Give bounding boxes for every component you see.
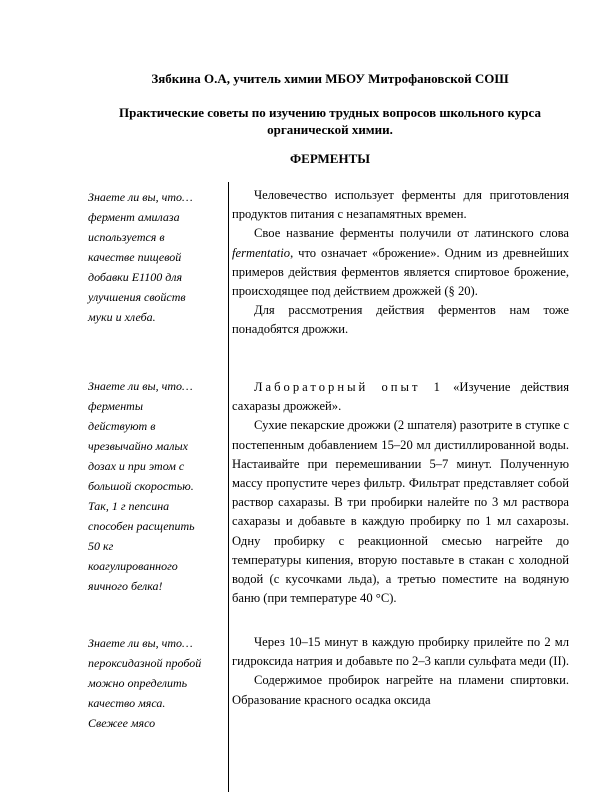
sidebar-line: способен расщепить — [88, 519, 195, 533]
sidebar-line: Так, 1 г пепсина — [88, 499, 170, 513]
sidebar-line: можно определить — [88, 676, 188, 690]
paragraph-2 — [232, 224, 569, 301]
sidebar-line: фермент амилаза — [88, 210, 180, 224]
article-title — [60, 104, 600, 138]
sidebar-fact-1 — [88, 187, 218, 327]
sidebar-line: ферменты — [88, 399, 143, 413]
sidebar-fact-2 — [88, 376, 218, 596]
sidebar-line: качестве пищевой — [88, 250, 182, 264]
sidebar-line: пероксидазной пробой — [88, 656, 202, 670]
sidebar-fact-3 — [88, 633, 218, 733]
continuation-text — [232, 633, 569, 710]
section-heading: ФЕРМЕНТЫ — [289, 151, 371, 166]
column-divider — [228, 182, 229, 792]
sidebar-line: муки и хлеба. — [88, 310, 156, 324]
sidebar-line: большой скоростью. — [88, 479, 194, 493]
paragraph-3: Для рассмотрения действия ферментов нам тоже понадобятся дрожжи. — [232, 303, 569, 337]
paragraph-4: Сухие пекарские дрожжи (2 шпателя) разотрите в ступке с постепенным добавлением 15–20 мл дистиллированной воды. Настаивайте при перемешивании 5–7 минут. Полученную массу пропустите через фильтр. Фильтрат представляет собой раствор сахаразы. В три пробирки налейте по 3 мл раствора сахаразы и добавьте в каждую пробирку по 1 мл сахарозы. Одну пробирку с реакционной смесью нагрейте до температуры кипения, вторую поставьте в стакан с холодной водой (с кусочками льда), а третью поместите на водяную баню (при температуре 40 °С). — [232, 418, 569, 606]
lab-title: «Изучение действия сахаразы дрожжей». — [232, 380, 569, 414]
sidebar-line: Знаете ли вы, что… — [88, 190, 193, 204]
sidebar-line: добавки Е1100 для — [88, 270, 183, 284]
paragraph-5: Через 10–15 минут в каждую пробирку прилейте по 2 мл гидроксида натрия и добавьте по 2–3 капли сульфата меди (II). — [232, 635, 569, 669]
sidebar-line: коагулированного — [88, 559, 178, 573]
paragraph-2-start: Свое название ферменты получили от латинского слова — [254, 226, 569, 241]
sidebar-line: 50 кг — [88, 539, 114, 553]
lab-label: Лабораторный опыт 1 — [254, 380, 443, 394]
paragraph-1: Человечество использует ферменты для приготовления продуктов питания с незапамятных времен. — [232, 188, 569, 222]
article-title-line-1: Практические советы по изучению трудных вопросов школьного курса — [119, 105, 541, 120]
paragraph-2-end: , что означает «брожение». Одним из древнейших примеров действия ферментов является спиртовое брожение, происходящее под действием дрожжей (§ 20). — [232, 245, 569, 299]
sidebar-line: Знаете ли вы, что… — [88, 636, 193, 650]
sidebar-line: Знаете ли вы, что… — [88, 379, 193, 393]
sidebar-line: Свежее мясо — [88, 716, 156, 730]
paragraph-6: Содержимое пробирок нагрейте на пламени спиртовки. Образование красного осадка оксида — [232, 673, 569, 707]
sidebar-line: качество мяса. — [88, 696, 166, 710]
sidebar-line: используется в — [88, 230, 165, 244]
lab-heading — [232, 378, 569, 416]
author-line: Зябкина О.А, учитель химии МБОУ Митрофановской СОШ — [151, 71, 509, 86]
latin-term: fermentatio — [232, 245, 291, 260]
sidebar-line: яичного белка! — [88, 579, 163, 593]
sidebar-line: действуют в — [88, 419, 156, 433]
lab-experiment-text — [232, 378, 569, 608]
intro-text — [232, 186, 569, 340]
sidebar-line: чрезвычайно малых — [88, 439, 188, 453]
article-title-line-2: органической химии. — [267, 122, 393, 137]
sidebar-line: улучшения свойств — [88, 290, 186, 304]
sidebar-line: дозах и при этом с — [88, 459, 185, 473]
